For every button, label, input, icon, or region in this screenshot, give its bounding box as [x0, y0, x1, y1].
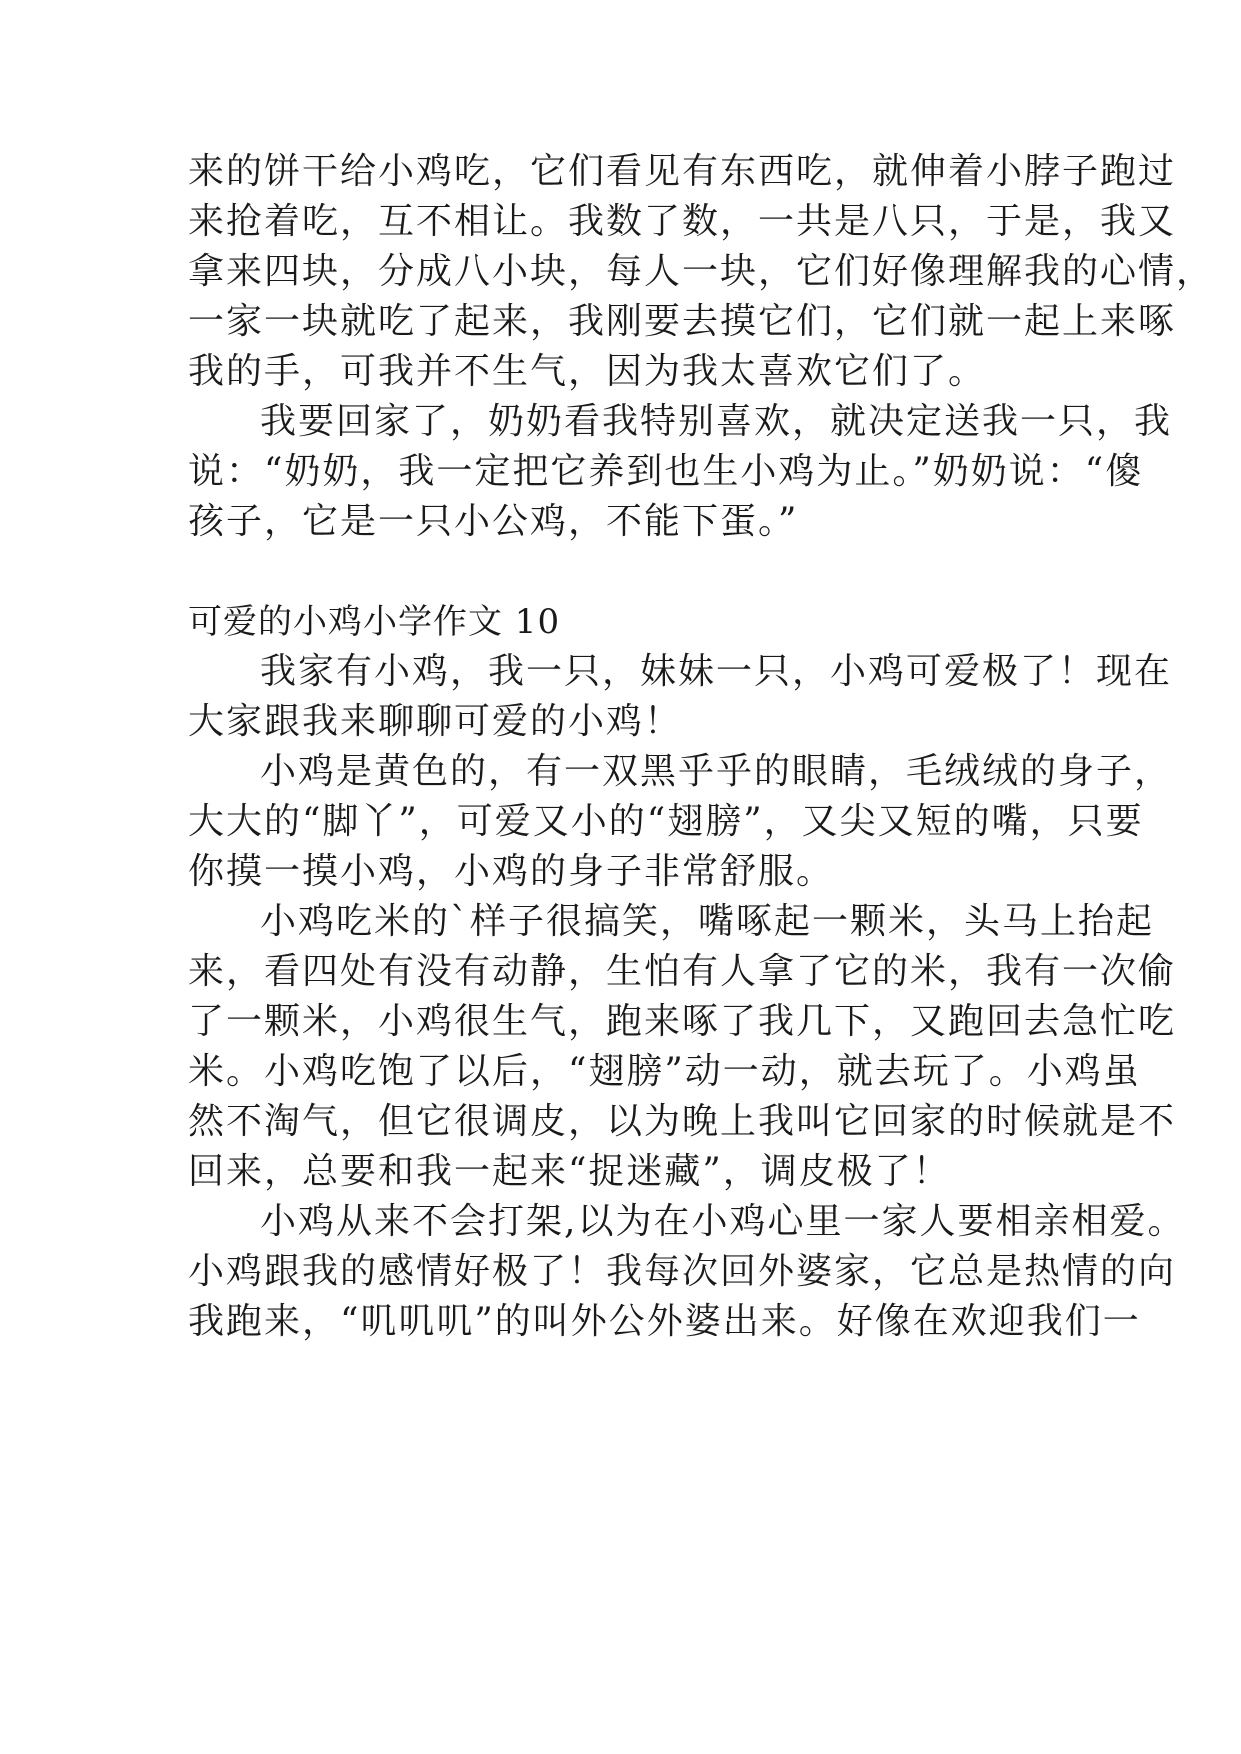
text-line: 孩子，它是一只小公鸡，不能下蛋。”: [188, 501, 799, 542]
paragraph-start-line: 我家有小鸡，我一只，妹妹一只，小鸡可爱极了！现在: [260, 651, 1173, 692]
paragraph-start-line: 我要回家了，奶奶看我特别喜欢，就决定送我一只，我: [260, 401, 1173, 442]
text-line: 了一颗米，小鸡很生气，跑来啄了我几下，又跑回去急忙吃: [188, 1001, 1177, 1042]
paragraph-start-line: 小鸡从来不会打架,以为在小鸡心里一家人要相亲相爱。: [260, 1201, 1186, 1242]
text-line: 大大的“脚丫”，可爱又小的“翅膀”，又尖又短的嘴，只要: [188, 801, 1144, 842]
text-line: 来抢着吃，互不相让。我数了数，一共是八只，于是，我又: [188, 201, 1177, 242]
text-line: 小鸡跟我的感情好极了！我每次回外婆家，它总是热情的向: [188, 1251, 1177, 1292]
section-title: 可爱的小鸡小学作文 10: [188, 602, 561, 642]
text-line: 大家跟我来聊聊可爱的小鸡！: [188, 701, 683, 742]
text-line: 你摸一摸小鸡，小鸡的身子非常舒服。: [188, 851, 835, 892]
paragraph-start-line: 小鸡是黄色的，有一双黑乎乎的眼睛，毛绒绒的身子，: [260, 751, 1173, 792]
text-line: 然不淘气，但它很调皮，以为晚上我叫它回家的时候就是不: [188, 1101, 1177, 1142]
text-line: 回来，总要和我一起来“捉迷藏”，调皮极了！: [188, 1151, 951, 1192]
text-line: 我的手，可我并不生气，因为我太喜欢它们了。: [188, 351, 987, 392]
text-line: 拿来四块，分成八小块，每人一块，它们好像理解我的心情，: [188, 251, 1215, 292]
text-line: 来的饼干给小鸡吃，它们看见有东西吃，就伸着小脖子跑过: [188, 151, 1177, 192]
text-line: 来，看四处有没有动静，生怕有人拿了它的米，我有一次偷: [188, 951, 1177, 992]
paragraph-start-line: 小鸡吃米的`样子很搞笑，嘴啄起一颗米，头马上抬起: [260, 901, 1155, 942]
text-line: 米。小鸡吃饱了以后，“翅膀”动一动，就去玩了。小鸡虽: [188, 1051, 1141, 1092]
text-line: 一家一块就吃了起来，我刚要去摸它们，它们就一起上来啄: [188, 301, 1177, 342]
text-line: 说：“奶奶，我一定把它养到也生小鸡为止。”奶奶说：“傻: [188, 451, 1144, 492]
text-line: 我跑来，“叽叽叽”的叫外公外婆出来。好像在欢迎我们一: [188, 1301, 1141, 1342]
